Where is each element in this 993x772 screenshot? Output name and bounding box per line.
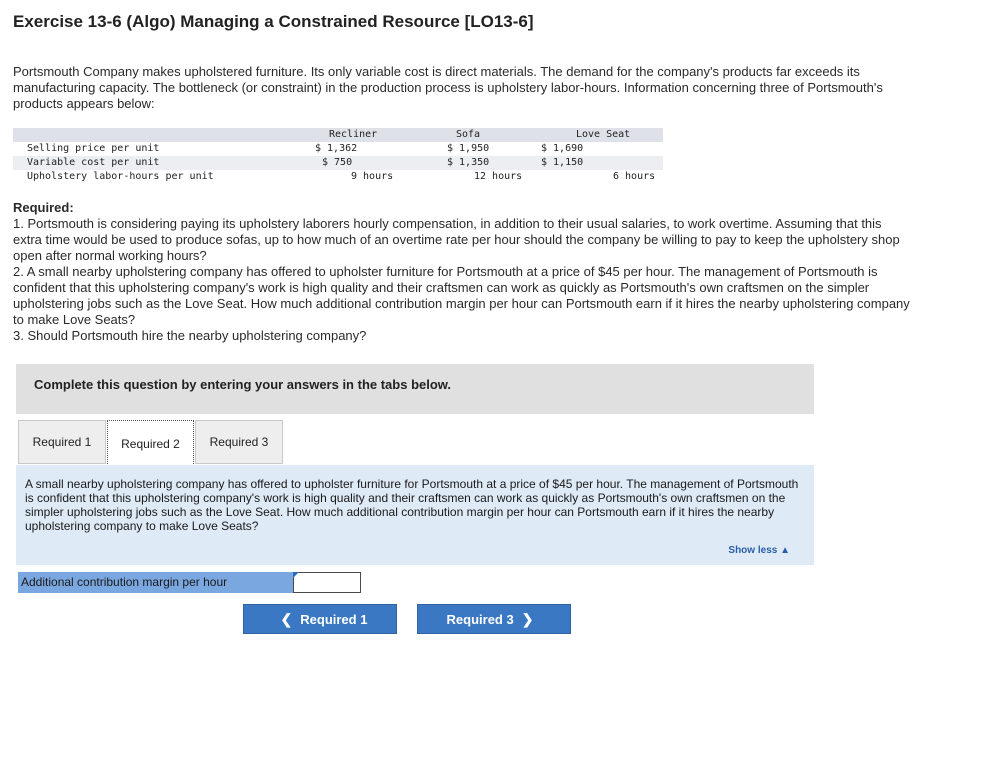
row-label: Upholstery labor-hours per unit: [27, 171, 214, 182]
cell-value: $ 750: [277, 156, 399, 170]
chevron-right-icon: ❯: [521, 610, 534, 627]
banner-text: Complete this question by entering your answers in the tabs below.: [34, 377, 452, 392]
prev-required-1-button[interactable]: [243, 604, 397, 634]
table-row: [13, 142, 663, 156]
header-recliner: Recliner: [277, 128, 399, 142]
tab-required-1[interactable]: Required 1: [18, 420, 106, 464]
table-row: [13, 156, 663, 170]
cell-value: $ 1,690: [541, 143, 584, 154]
question-panel: [16, 465, 814, 565]
show-less-link[interactable]: [728, 545, 790, 556]
next-button-label: Required 3: [446, 611, 514, 627]
chevron-left-icon: ❮: [280, 610, 293, 627]
required-section: [13, 200, 913, 344]
row-label: Variable cost per unit: [13, 156, 277, 170]
intro-paragraph: Portsmouth Company makes upholstered furniture. Its only variable cost is direct materials. The demand for the company's products far exceeds its manufacturing capacity. The bottleneck (or constraint) in the production process is upholstery labor-hours. Information concerning three of Portsmouth's products appears below:: [13, 64, 883, 111]
required-item-3: 3. Should Portsmouth hire the nearby upholstering company?: [13, 328, 367, 343]
cell-value: $ 1,350: [399, 156, 531, 170]
instruction-banner: [16, 364, 814, 414]
tab-required-3[interactable]: Required 3: [195, 420, 283, 464]
caret-up-icon: ▲: [780, 545, 790, 556]
cell-value: $ 1,362: [315, 143, 358, 154]
row-label: Selling price per unit: [27, 143, 160, 154]
header-blank: [13, 128, 277, 142]
exercise-title: Exercise 13-6 (Algo) Managing a Constrained Resource [LO13-6]: [13, 12, 534, 31]
answer-label: Additional contribution margin per hour: [18, 572, 293, 593]
header-love-seat: Love Seat: [531, 128, 663, 142]
cell-value: 12 hours: [474, 171, 523, 182]
show-less-label: Show less: [728, 545, 778, 556]
required-item-1: 1. Portsmouth is considering paying its upholstery laborers hourly compensation, in addition to their usual salaries, to work overtime. Assuming that this extra time would be used to produce sofas, up to how much of an overtime rate per hour should the company be willing to pay to keep the upholstery shop open after normal working hours?: [13, 216, 900, 263]
cell-value: 9 hours: [351, 171, 394, 182]
required-heading: Required:: [13, 200, 74, 215]
question-text: A small nearby upholstering company has offered to upholster furniture for Portsmouth at a price of $45 per hour. The management of Portsmouth is confident that this upholstering company's work is high quality and their craftsmen can work as quickly as Portsmouth's own craftsmen on the simpler upholstering jobs such as the Love Seat. How much additional contribution margin per hour can Portsmouth earn if it hires the nearby upholstering company to make Love Seats?: [25, 477, 799, 533]
tab-required-2[interactable]: Required 2: [107, 420, 194, 466]
header-sofa: Sofa: [399, 128, 531, 142]
cell-value: 6 hours: [613, 171, 656, 182]
next-required-3-button[interactable]: [417, 604, 571, 634]
contribution-margin-input[interactable]: [293, 572, 361, 593]
table-header-row: [13, 128, 663, 142]
product-info-table: [13, 128, 663, 184]
cell-value: $ 1,950: [447, 143, 490, 154]
prev-button-label: Required 1: [300, 611, 368, 627]
table-row: [13, 170, 663, 184]
cell-value: $ 1,150: [531, 156, 663, 170]
required-item-2: 2. A small nearby upholstering company has offered to upholster furniture for Portsmouth at a price of $45 per hour. The management of Portsmouth is confident that this upholstering company's work is high quality and their craftsmen can work as quickly as Portsmouth's own craftsmen on the simpler upholstering jobs such as the Love Seat. How much additional contribution margin per hour can Portsmouth earn if it hires the nearby upholstering company to make Love Seats?: [13, 264, 910, 327]
